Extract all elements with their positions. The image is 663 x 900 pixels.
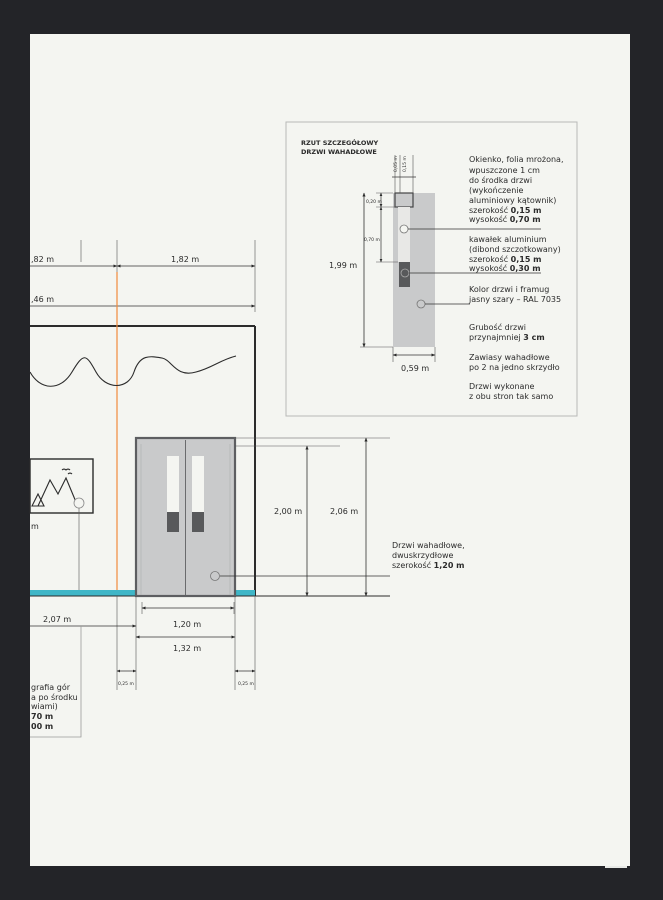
dim-132: 1,32 m bbox=[173, 644, 202, 653]
dim-025-right: 0,25 m bbox=[238, 682, 254, 687]
dim-020: 0,20 m bbox=[366, 200, 382, 205]
note-color-2: jasny szary – RAL 7035 bbox=[469, 295, 562, 304]
note-hinges-1: Zawiasy wahadłowe bbox=[469, 353, 550, 362]
dim-200: 2,00 m bbox=[274, 507, 303, 516]
note-window-width: szerokość 0,15 m bbox=[469, 206, 542, 215]
photo-note-1: grafia gór bbox=[31, 683, 71, 692]
dim-m-partial: m bbox=[31, 522, 39, 531]
note-window-5: aluminiowy kątownik) bbox=[469, 196, 557, 205]
note-sides-2: z obu stron tak samo bbox=[469, 392, 554, 401]
door-window-left bbox=[167, 456, 179, 512]
note-alu-1: kawałek aluminium bbox=[469, 235, 547, 244]
note-window-4: (wykończenie bbox=[469, 186, 524, 195]
photo-note-value1: 70 m bbox=[31, 712, 54, 721]
door-window-right bbox=[192, 456, 204, 512]
dim-346-partial: ,46 m bbox=[31, 295, 55, 304]
note-color-1: Kolor drzwi i framug bbox=[469, 285, 550, 294]
note-hinges-2: po 2 na jedno skrzydło bbox=[469, 363, 560, 372]
photo-marker bbox=[74, 498, 84, 508]
door-note-1: Drzwi wahadłowe, bbox=[392, 541, 465, 550]
floor-strip-right bbox=[235, 590, 255, 596]
detail-window bbox=[398, 207, 410, 262]
dim-206: 2,06 m bbox=[330, 507, 359, 516]
note-alu-height: wysokość 0,30 m bbox=[469, 264, 541, 273]
door-note-width: szerokość 1,20 m bbox=[392, 561, 465, 570]
door-plate-right bbox=[192, 512, 204, 532]
photo-note-value2: 00 m bbox=[31, 722, 54, 731]
dim-025-left: 0,25 m bbox=[118, 682, 134, 687]
floor-strip-left bbox=[30, 590, 136, 596]
dim-070: 0,70 m bbox=[364, 238, 380, 243]
photo-note-2: a po środku bbox=[31, 693, 78, 702]
note-window-height: wysokość 0,70 m bbox=[469, 215, 541, 224]
dim-120: 1,20 m bbox=[173, 620, 202, 629]
curtain-scallop bbox=[30, 356, 236, 386]
door-plate-left bbox=[167, 512, 179, 532]
detail-title-line2: DRZWI WAHADŁOWE bbox=[301, 148, 377, 156]
detail-panel bbox=[286, 122, 577, 416]
dim-182: 1,82 m bbox=[171, 255, 200, 264]
dim-207: 2,07 m bbox=[43, 615, 72, 624]
detail-title-line1: RZUT SZCZEGÓŁOWY bbox=[301, 139, 379, 147]
dim-059: 0,59 m bbox=[401, 364, 430, 373]
note-window-1: Okienko, folia mrożona, bbox=[469, 155, 564, 164]
dim-182-partial: ,82 m bbox=[31, 255, 55, 264]
note-alu-2: (dibond szczotkowany) bbox=[469, 245, 561, 254]
note-window-2: wpuszczone 1 cm bbox=[469, 166, 540, 175]
detail-window-marker bbox=[400, 225, 408, 233]
dim-005: 0,05 m bbox=[394, 156, 399, 172]
note-alu-width: szerokość 0,15 m bbox=[469, 255, 542, 264]
dim-015: 0,15 m bbox=[403, 156, 408, 172]
photo-note-3: wiami) bbox=[31, 702, 58, 711]
dim-199: 1,99 m bbox=[329, 261, 358, 270]
note-thickness-2: przynajmniej 3 cm bbox=[469, 333, 545, 342]
door-marker bbox=[211, 572, 220, 581]
note-window-3: do środka drzwi bbox=[469, 176, 533, 185]
door-note-2: dwuskrzydłowe bbox=[392, 551, 454, 560]
note-sides-1: Drzwi wykonane bbox=[469, 382, 535, 391]
note-thickness-1: Grubość drzwi bbox=[469, 323, 526, 332]
